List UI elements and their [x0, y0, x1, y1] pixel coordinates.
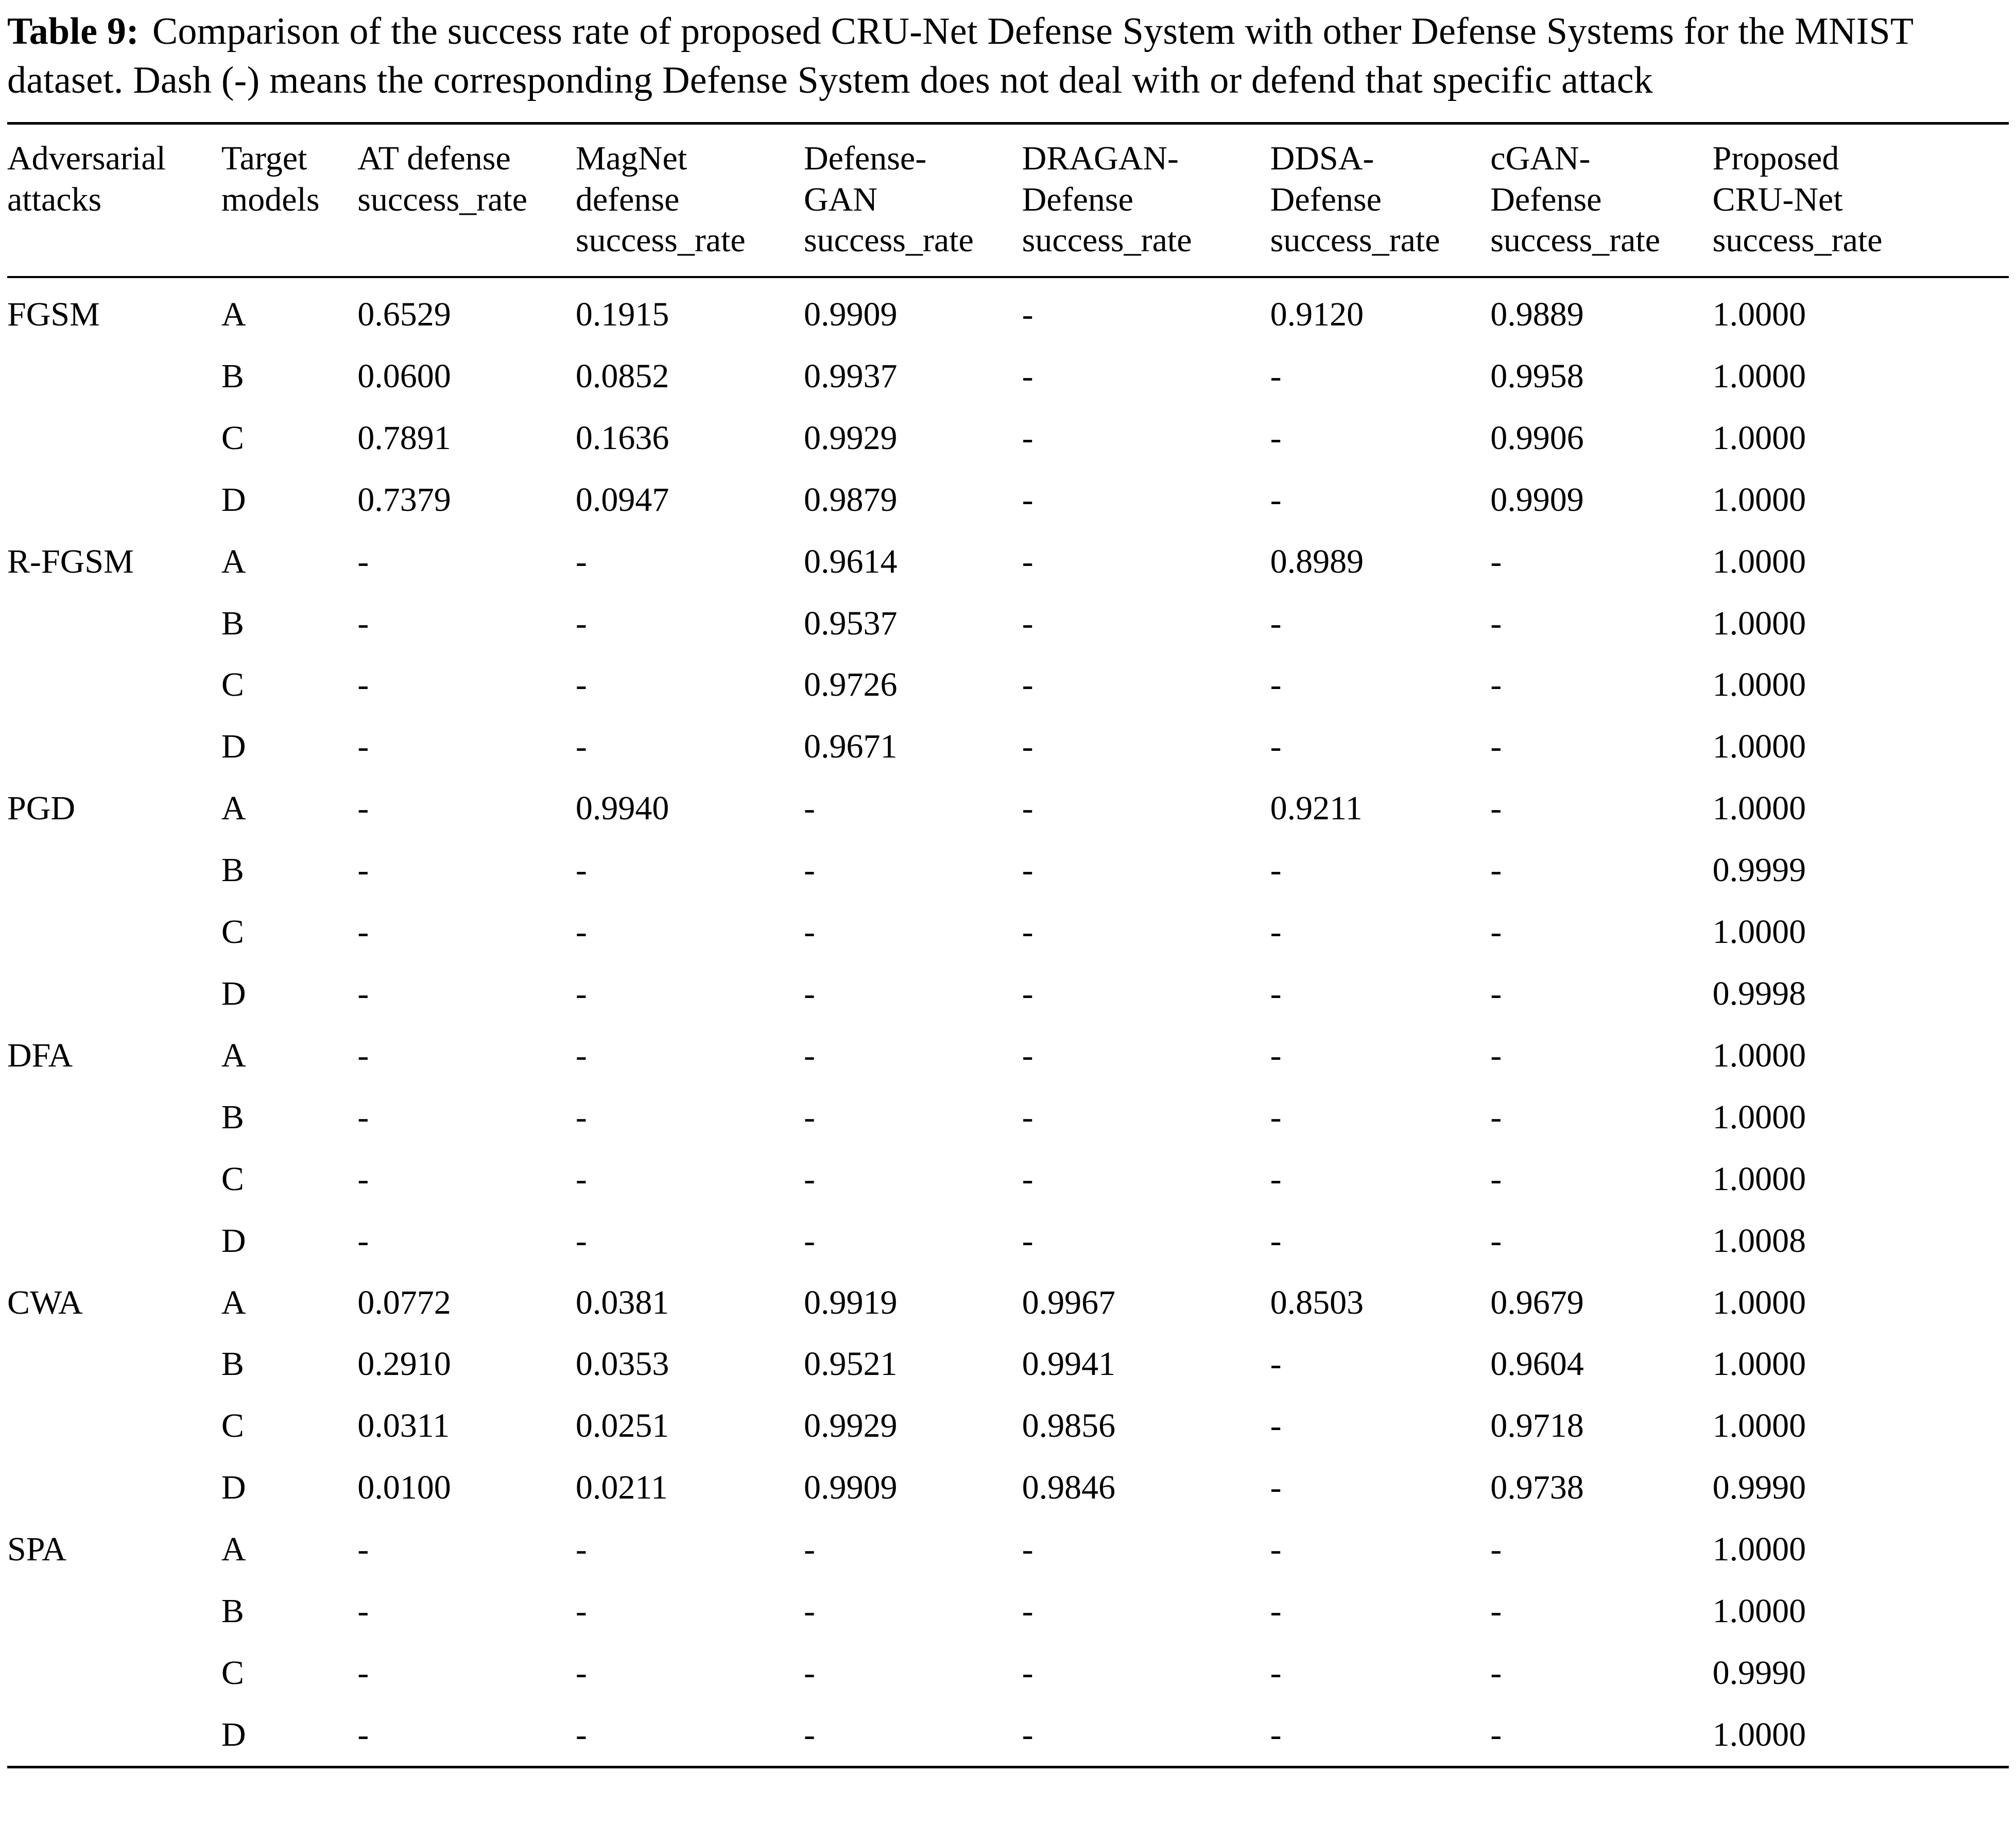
value-cell: 0.9998	[1712, 974, 1806, 1012]
column-header-dragan-defense: DRAGAN- Defense success_rate	[1022, 124, 1270, 277]
column-header-at-defense: AT defense success_rate	[357, 124, 576, 277]
table-row	[7, 1025, 2009, 1087]
value-cell: 0.9521	[804, 1345, 898, 1383]
value-cell: -	[1022, 296, 1033, 333]
value-cell: 1.0000	[1712, 666, 1806, 704]
table-row	[7, 1642, 2009, 1704]
value-cell: 0.9937	[804, 357, 898, 395]
value-cell: -	[804, 1036, 815, 1074]
value-cell: 0.9120	[1270, 296, 1364, 333]
column-header-target-models: Target models	[221, 124, 357, 277]
value-cell: -	[575, 666, 587, 704]
attack-cell: FGSM	[7, 296, 100, 333]
table-caption-label: Table 9:	[7, 10, 139, 53]
attack-cell	[7, 1704, 221, 1767]
model-cell: A	[221, 1283, 246, 1321]
value-cell: -	[575, 728, 587, 766]
model-cell: D	[221, 974, 246, 1012]
value-cell: -	[804, 1654, 815, 1692]
value-cell: 0.9909	[1490, 480, 1584, 519]
value-cell: 0.9879	[804, 480, 898, 519]
model-cell: A	[221, 542, 246, 580]
value-cell: -	[357, 1715, 369, 1753]
attack-cell	[7, 654, 221, 716]
attack-cell	[7, 1457, 221, 1519]
value-cell: 0.9999	[1712, 851, 1806, 889]
model-cell: B	[221, 1592, 244, 1630]
value-cell: -	[1490, 913, 1502, 951]
value-cell: -	[1022, 1221, 1033, 1260]
value-cell: -	[357, 1530, 369, 1569]
value-cell: 0.9726	[804, 666, 898, 704]
value-cell: -	[575, 851, 587, 889]
value-cell: 1.0000	[1712, 419, 1806, 457]
value-cell: -	[575, 1654, 587, 1692]
value-cell: -	[1022, 789, 1033, 828]
table-row	[7, 1333, 2009, 1395]
model-cell: D	[221, 1715, 246, 1753]
value-cell: 0.9889	[1490, 296, 1584, 333]
table-row	[7, 901, 2009, 963]
value-cell: -	[575, 1530, 587, 1569]
table-row	[7, 1704, 2009, 1767]
value-cell: -	[357, 1036, 369, 1074]
table-row	[7, 654, 2009, 716]
value-cell: -	[1270, 1592, 1282, 1630]
value-cell: -	[1270, 1469, 1282, 1507]
model-cell: C	[221, 1407, 244, 1445]
value-cell: 0.0251	[575, 1407, 669, 1445]
value-cell: -	[1270, 1160, 1282, 1198]
attack-cell	[7, 963, 221, 1025]
value-cell: -	[1270, 1221, 1282, 1260]
value-cell: -	[1490, 1592, 1502, 1630]
value-cell: 1.0000	[1712, 480, 1806, 519]
value-cell: -	[1022, 542, 1033, 580]
model-cell: A	[221, 1530, 246, 1569]
table-row	[7, 407, 2009, 469]
table-header-row	[7, 124, 2009, 277]
column-header-defense-gan: Defense- GAN success_rate	[804, 124, 1022, 277]
value-cell: -	[804, 789, 815, 828]
model-cell: C	[221, 419, 244, 457]
value-cell: -	[1490, 666, 1502, 704]
attack-cell: R-FGSM	[7, 542, 134, 580]
value-cell: 0.0100	[357, 1469, 451, 1507]
value-cell: 1.0000	[1712, 357, 1806, 395]
value-cell: 0.9990	[1712, 1654, 1806, 1692]
value-cell: -	[575, 1036, 587, 1074]
value-cell: -	[804, 913, 815, 951]
attack-cell	[7, 1148, 221, 1210]
table-caption	[7, 7, 2009, 105]
table-row	[7, 963, 2009, 1025]
value-cell: -	[1022, 728, 1033, 766]
model-cell: D	[221, 480, 246, 519]
attack-cell	[7, 901, 221, 963]
table-row	[7, 1087, 2009, 1148]
value-cell: 0.0600	[357, 357, 451, 395]
value-cell: -	[1022, 1654, 1033, 1692]
value-cell: -	[804, 851, 815, 889]
value-cell: 1.0000	[1712, 1345, 1806, 1383]
value-cell: -	[1022, 480, 1033, 519]
model-cell: C	[221, 1160, 244, 1198]
value-cell: -	[1022, 974, 1033, 1012]
value-cell: -	[1270, 851, 1282, 889]
value-cell: -	[357, 1654, 369, 1692]
value-cell: 0.9929	[804, 419, 898, 457]
value-cell: -	[1490, 728, 1502, 766]
value-cell: -	[804, 974, 815, 1012]
table-row	[7, 716, 2009, 778]
attack-cell: PGD	[7, 789, 76, 828]
attack-cell	[7, 469, 221, 531]
value-cell: -	[1022, 1098, 1033, 1136]
value-cell: 1.0000	[1712, 1592, 1806, 1630]
attack-cell	[7, 1580, 221, 1642]
value-cell: -	[1490, 1715, 1502, 1753]
table-row	[7, 1457, 2009, 1519]
column-header-ddsa-defense: DDSA- Defense success_rate	[1270, 124, 1491, 277]
value-cell: -	[357, 666, 369, 704]
table-row	[7, 346, 2009, 407]
value-cell: 1.0000	[1712, 1283, 1806, 1321]
value-cell: -	[1270, 1407, 1282, 1445]
value-cell: -	[575, 913, 587, 951]
model-cell: D	[221, 1221, 246, 1260]
value-cell: 1.0000	[1712, 1036, 1806, 1074]
value-cell: -	[357, 974, 369, 1012]
value-cell: 0.0381	[575, 1283, 669, 1321]
comparison-table	[7, 122, 2009, 1768]
value-cell: -	[804, 1530, 815, 1569]
attack-cell	[7, 839, 221, 901]
value-cell: 0.9940	[575, 789, 669, 828]
value-cell: -	[1022, 604, 1033, 642]
value-cell: -	[575, 604, 587, 642]
model-cell: B	[221, 851, 244, 889]
value-cell: 1.0000	[1712, 1530, 1806, 1569]
value-cell: -	[1022, 1160, 1033, 1198]
value-cell: 0.9537	[804, 604, 898, 642]
value-cell: -	[1022, 419, 1033, 457]
model-cell: A	[221, 296, 246, 333]
attack-cell	[7, 407, 221, 469]
value-cell: 0.1915	[575, 296, 669, 333]
attack-cell	[7, 1333, 221, 1395]
model-cell: A	[221, 789, 246, 828]
value-cell: -	[357, 1592, 369, 1630]
value-cell: -	[575, 1160, 587, 1198]
attack-cell	[7, 1087, 221, 1148]
table-row	[7, 469, 2009, 531]
value-cell: 0.0772	[357, 1283, 451, 1321]
column-header-proposed-cru-net: Proposed CRU-Net success_rate	[1713, 124, 2009, 277]
table-row	[7, 1580, 2009, 1642]
value-cell: -	[1270, 1654, 1282, 1692]
value-cell: -	[357, 604, 369, 642]
value-cell: 0.8503	[1270, 1283, 1364, 1321]
value-cell: 0.9941	[1022, 1345, 1116, 1383]
table-row	[7, 839, 2009, 901]
value-cell: 0.9614	[804, 542, 898, 580]
column-header-magnet-defense: MagNet defense success_rate	[576, 124, 804, 277]
value-cell: 1.0000	[1712, 1098, 1806, 1136]
table-row	[7, 1148, 2009, 1210]
value-cell: -	[1490, 1160, 1502, 1198]
value-cell: 0.0211	[575, 1469, 668, 1507]
value-cell: -	[357, 1160, 369, 1198]
value-cell: -	[357, 728, 369, 766]
value-cell: -	[575, 974, 587, 1012]
value-cell: 0.9958	[1490, 357, 1584, 395]
attack-cell: SPA	[7, 1530, 67, 1569]
value-cell: -	[804, 1160, 815, 1198]
value-cell: -	[575, 1715, 587, 1753]
value-cell: -	[1490, 789, 1502, 828]
value-cell: -	[357, 542, 369, 580]
value-cell: -	[357, 913, 369, 951]
value-cell: -	[1022, 357, 1033, 395]
value-cell: 0.2910	[357, 1345, 451, 1383]
value-cell: -	[1490, 1654, 1502, 1692]
value-cell: -	[1022, 851, 1033, 889]
value-cell: 0.0353	[575, 1345, 669, 1383]
value-cell: -	[357, 1098, 369, 1136]
value-cell: -	[357, 1221, 369, 1260]
value-cell: -	[1022, 1036, 1033, 1074]
value-cell: 0.0311	[357, 1407, 450, 1445]
value-cell: -	[575, 1592, 587, 1630]
value-cell: 0.9909	[804, 1469, 898, 1507]
model-cell: A	[221, 1036, 246, 1074]
table-row	[7, 1519, 2009, 1580]
table-row	[7, 778, 2009, 839]
value-cell: -	[1022, 913, 1033, 951]
value-cell: 0.6529	[357, 296, 451, 333]
value-cell: 1.0000	[1712, 728, 1806, 766]
value-cell: -	[804, 1715, 815, 1753]
model-cell: C	[221, 1654, 244, 1692]
value-cell: -	[1490, 1036, 1502, 1074]
value-cell: 0.0852	[575, 357, 669, 395]
value-cell: -	[1270, 1715, 1282, 1753]
value-cell: -	[1270, 1036, 1282, 1074]
value-cell: -	[1022, 666, 1033, 704]
value-cell: 0.9211	[1270, 789, 1363, 828]
model-cell: B	[221, 357, 244, 395]
attack-cell: CWA	[7, 1283, 83, 1321]
value-cell: -	[1270, 913, 1282, 951]
value-cell: -	[575, 1098, 587, 1136]
value-cell: -	[804, 1221, 815, 1260]
attack-cell	[7, 593, 221, 655]
value-cell: -	[1490, 851, 1502, 889]
value-cell: 0.9604	[1490, 1345, 1584, 1383]
table-row	[7, 593, 2009, 655]
attack-cell	[7, 1210, 221, 1272]
value-cell: 0.9738	[1490, 1469, 1584, 1507]
value-cell: -	[575, 542, 587, 580]
value-cell: -	[357, 851, 369, 889]
model-cell: D	[221, 1469, 246, 1507]
model-cell: C	[221, 666, 244, 704]
model-cell: B	[221, 1345, 244, 1383]
value-cell: 0.9909	[804, 296, 898, 333]
value-cell: 1.0000	[1712, 604, 1806, 642]
table-caption-text: Comparison of the success rate of proposed CRU-Net Defense System with other Defense Systems for the MNIST dataset. Dash (-) means the corresponding Defense System does not deal with or defend that specific attack	[7, 10, 1913, 101]
attack-cell: DFA	[7, 1036, 73, 1074]
value-cell: 1.0000	[1712, 1407, 1806, 1445]
value-cell: 0.7891	[357, 419, 451, 457]
attack-cell	[7, 1395, 221, 1457]
value-cell: 1.0000	[1712, 913, 1806, 951]
value-cell: -	[1022, 1530, 1033, 1569]
value-cell: -	[1270, 974, 1282, 1012]
value-cell: -	[804, 1592, 815, 1630]
value-cell: 1.0000	[1712, 542, 1806, 580]
value-cell: -	[1270, 1530, 1282, 1569]
model-cell: C	[221, 913, 244, 951]
table-row	[7, 1210, 2009, 1272]
value-cell: -	[1270, 1345, 1282, 1383]
attack-cell	[7, 716, 221, 778]
value-cell: 1.0000	[1712, 789, 1806, 828]
value-cell: -	[1270, 357, 1282, 395]
value-cell: 0.7379	[357, 480, 451, 519]
column-header-cgan-defense: cGAN- Defense success_rate	[1490, 124, 1712, 277]
value-cell: 1.0000	[1712, 1715, 1806, 1753]
value-cell: 0.9679	[1490, 1283, 1584, 1321]
model-cell: B	[221, 604, 244, 642]
value-cell: 0.9919	[804, 1283, 898, 1321]
column-header-adversarial-attacks: Adversarial attacks	[7, 124, 221, 277]
table-row	[7, 531, 2009, 593]
value-cell: 0.8989	[1270, 542, 1364, 580]
value-cell: -	[1022, 1715, 1033, 1753]
value-cell: -	[1270, 666, 1282, 704]
value-cell: -	[1490, 604, 1502, 642]
table-row	[7, 1395, 2009, 1457]
value-cell: -	[1270, 604, 1282, 642]
value-cell: 0.9671	[804, 728, 898, 766]
attack-cell	[7, 1642, 221, 1704]
value-cell: 0.1636	[575, 419, 669, 457]
value-cell: -	[1490, 1098, 1502, 1136]
table-head	[7, 124, 2009, 277]
value-cell: 0.9906	[1490, 419, 1584, 457]
value-cell: -	[1270, 1098, 1282, 1136]
model-cell: B	[221, 1098, 244, 1136]
value-cell: -	[1270, 480, 1282, 519]
value-cell: -	[1490, 1221, 1502, 1260]
value-cell: -	[357, 789, 369, 828]
value-cell: 0.9929	[804, 1407, 898, 1445]
value-cell: 0.0947	[575, 480, 669, 519]
value-cell: 1.0008	[1712, 1221, 1806, 1260]
value-cell: -	[1022, 1592, 1033, 1630]
table-row	[7, 277, 2009, 346]
value-cell: -	[1490, 1530, 1502, 1569]
attack-cell	[7, 346, 221, 407]
value-cell: 1.0000	[1712, 296, 1806, 333]
table-body	[7, 277, 2009, 1767]
value-cell: 0.9856	[1022, 1407, 1116, 1445]
value-cell: -	[1270, 419, 1282, 457]
value-cell: -	[575, 1221, 587, 1260]
value-cell: 0.9967	[1022, 1283, 1116, 1321]
value-cell: -	[1270, 728, 1282, 766]
value-cell: 1.0000	[1712, 1160, 1806, 1198]
value-cell: -	[804, 1098, 815, 1136]
value-cell: 0.9990	[1712, 1469, 1806, 1507]
value-cell: 0.9846	[1022, 1469, 1116, 1507]
value-cell: -	[1490, 974, 1502, 1012]
model-cell: D	[221, 728, 246, 766]
table-row	[7, 1272, 2009, 1334]
value-cell: 0.9718	[1490, 1407, 1584, 1445]
value-cell: -	[1490, 542, 1502, 580]
